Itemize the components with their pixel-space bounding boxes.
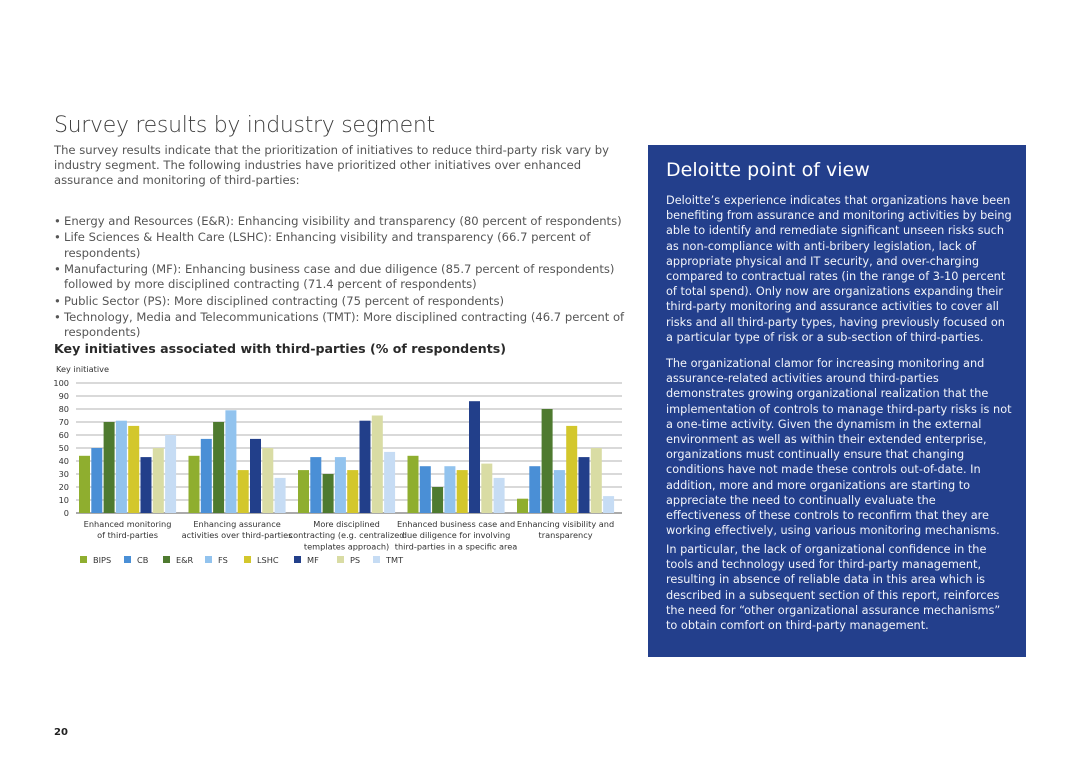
- category-label-3-1: due diligence for involving: [401, 530, 511, 541]
- bar-bips-0: [79, 456, 90, 513]
- category-label-3-2: third-parties in a specific area: [394, 541, 518, 552]
- bar-cb-0: [91, 448, 102, 513]
- legend-swatch-tmt: [373, 556, 380, 563]
- category-label-4-0: Enhancing visibility and: [516, 519, 615, 529]
- y-tick-0: 0: [63, 508, 69, 518]
- bar-er-0: [104, 422, 115, 513]
- bar-mf-0: [141, 457, 152, 513]
- legend-label-tmt: TMT: [386, 555, 404, 565]
- category-label-0-0: Enhanced monitoring: [83, 519, 172, 529]
- y-tick-100: 100: [53, 378, 69, 388]
- y-tick-60: 60: [58, 430, 69, 440]
- initiatives-bar-chart: [0, 358, 640, 578]
- legend-swatch-cb: [124, 556, 131, 563]
- bullet-mf: • Manufacturing (MF): Enhancing business case and due diligence (85.7 percent of respondents) followed by more disciplined contracting (71.4 percent of respondents): [54, 262, 634, 292]
- category-label-3-0: Enhanced business case and: [396, 519, 516, 529]
- bar-mf-3: [469, 401, 480, 513]
- bar-bips-2: [298, 470, 309, 513]
- y-tick-80: 80: [58, 404, 69, 414]
- y-tick-20: 20: [58, 482, 69, 492]
- legend-swatch-mf: [294, 556, 301, 563]
- bar-lshc-0: [128, 426, 139, 513]
- category-label-2-1: contracting (e.g. centralized: [288, 530, 405, 541]
- legend-swatch-lshc: [244, 556, 251, 563]
- category-label-2-2: templates approach): [303, 541, 390, 552]
- page-number: 20: [54, 727, 68, 738]
- industry-bullet-list: [54, 214, 634, 342]
- legend-swatch-fs: [205, 556, 212, 563]
- bar-tmt-2: [384, 452, 395, 513]
- bar-fs-1: [225, 410, 236, 513]
- y-tick-40: 40: [58, 456, 69, 466]
- legend-label-bips: BIPS: [93, 555, 112, 565]
- deloitte-point-of-view-panel: [648, 145, 1026, 657]
- legend-label-ps: PS: [350, 555, 361, 565]
- bar-ps-2: [372, 416, 383, 514]
- bar-fs-0: [116, 421, 127, 513]
- bar-fs-3: [444, 466, 455, 513]
- bar-ps-4: [591, 448, 602, 513]
- bar-cb-3: [420, 466, 431, 513]
- y-tick-30: 30: [58, 469, 69, 479]
- bar-lshc-1: [238, 470, 249, 513]
- category-label-1-1: activities over third-parties: [181, 530, 293, 541]
- bar-mf-1: [250, 439, 261, 513]
- bar-bips-4: [517, 499, 528, 513]
- bar-bips-3: [408, 456, 419, 513]
- category-label-0-1: of third-parties: [97, 530, 159, 541]
- pov-paragraph-3: In particular, the lack of organizational confidence in the tools and technology used for third-party management, resulting in absence of reliable data in this area which is described in a subsequent section of this report, reinforces the need for “other organizational assurance mechanisms” to obtain comfort on third-party management.: [666, 543, 1001, 633]
- bar-cb-1: [201, 439, 212, 513]
- legend-swatch-bips: [80, 556, 87, 563]
- bar-mf-2: [360, 421, 371, 513]
- bar-er-1: [213, 422, 224, 513]
- bar-bips-1: [189, 456, 200, 513]
- legend-label-mf: MF: [307, 555, 319, 565]
- bar-lshc-3: [457, 470, 468, 513]
- bullet-ps: • Public Sector (PS): More disciplined contracting (75 percent of respondents): [54, 294, 634, 309]
- legend-label-lshc: LSHC: [257, 555, 279, 565]
- bar-cb-4: [529, 466, 540, 513]
- bar-ps-1: [262, 448, 273, 513]
- y-tick-50: 50: [58, 443, 69, 453]
- bar-er-4: [542, 409, 553, 513]
- legend-label-cb: CB: [137, 555, 149, 565]
- y-tick-90: 90: [58, 391, 69, 401]
- bar-lshc-4: [566, 426, 577, 513]
- legend-swatch-er: [163, 556, 170, 563]
- bar-cb-2: [310, 457, 321, 513]
- page-title: Survey results by industry segment: [54, 113, 435, 138]
- bullet-er: • Energy and Resources (E&R): Enhancing visibility and transparency (80 percent of respondents): [54, 214, 634, 229]
- y-axis-label: Key initiative: [56, 364, 110, 374]
- legend-swatch-ps: [337, 556, 344, 563]
- legend-label-er: E&R: [176, 555, 194, 565]
- legend-label-fs: FS: [218, 555, 228, 565]
- bar-tmt-3: [494, 478, 505, 513]
- bar-ps-0: [153, 448, 164, 513]
- bar-fs-4: [554, 470, 565, 513]
- category-label-2-0: More disciplined: [313, 519, 380, 529]
- bar-fs-2: [335, 457, 346, 513]
- bullet-tmt: • Technology, Media and Telecommunications (TMT): More disciplined contracting (46.7 percent of respondents): [54, 310, 634, 340]
- y-tick-70: 70: [58, 417, 69, 427]
- bar-mf-4: [579, 457, 590, 513]
- category-label-4-1: transparency: [538, 530, 593, 541]
- y-tick-10: 10: [58, 495, 69, 505]
- bullet-lshc: • Life Sciences & Health Care (LSHC): Enhancing visibility and transparency (66.7 percent of respondents): [54, 230, 634, 260]
- bar-er-2: [323, 474, 334, 513]
- pov-title: Deloitte point of view: [666, 159, 870, 181]
- pov-paragraph-2: The organizational clamor for increasing monitoring and assurance-related activities around third-parties demonstrates growing organizational realization that the implementation of controls to manage third-party risks is not a one-time activity. Given the dynamism in the external environment as well as within their extended enterprise, organizations must continually ensure that changing conditions have not made these controls out-of-date. In addition, more and more organizations are starting to appreciate the need to continually evaluate the effectiveness of these controls to reconfirm that they are working effectively, using various monitoring mechanisms.: [666, 357, 1012, 538]
- bar-tmt-0: [165, 435, 176, 513]
- bar-ps-3: [481, 464, 492, 513]
- bar-tmt-1: [275, 478, 286, 513]
- pov-paragraph-1: Deloitte’s experience indicates that organizations have been benefiting from assurance and monitoring activities by being able to identify and remediate significant unseen risks such as non-compliance with anti-bribery legislation, lack of appropriate physical and IT security, and over-charging compared to contractual rates (in the range of 3-10 percent of total spend). Only now are organizations expanding their third-party monitoring and assurance activities to cover all risks and all third-party types, having previously focused on a particular type of risk or a sub-section of third-parties.: [666, 194, 1012, 344]
- bar-tmt-4: [603, 496, 614, 513]
- intro-paragraph: The survey results indicate that the prioritization of initiatives to reduce third-party risk vary by industry segment. The following industries have prioritized other initiatives over enhanced assurance and monitoring of third-parties:: [54, 143, 610, 187]
- category-label-1-0: Enhancing assurance: [193, 519, 281, 529]
- bar-lshc-2: [347, 470, 358, 513]
- chart-heading: Key initiatives associated with third-parties (% of respondents): [54, 341, 506, 356]
- bar-er-3: [432, 487, 443, 513]
